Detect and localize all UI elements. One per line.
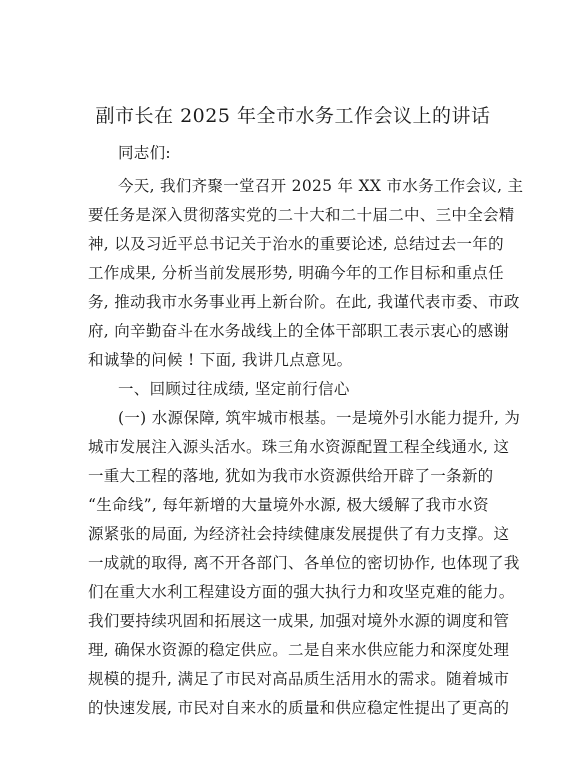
- paragraph-line: 的快速发展, 市民对自来水的质量和供应稳定性提出了更高的: [88, 699, 510, 717]
- paragraph-line: 和诚挚的问候 ! 下面, 我讲几点意见。: [88, 351, 353, 369]
- paragraph-line: 一重大工程的落地, 犹如为我市水资源供给开辟了一条新的: [88, 467, 494, 485]
- paragraph-line: 工作成果, 分析当前发展形势, 明确今年的工作目标和重点任: [88, 264, 504, 282]
- paragraph-line: 规模的提升, 满足了市民对高品质生活用水的需求。随着城市: [88, 670, 510, 688]
- paragraph-line: “生命线”, 每年新增的大量境外水源, 极大缓解了我市水资: [88, 496, 489, 514]
- section-heading: 一、回顾过往成绩, 坚定前行信心: [118, 380, 350, 398]
- paragraph-line: (一) 水源保障, 筑牢城市根基。一是境外引水能力提升, 为: [118, 409, 521, 427]
- salutation: 同志们:: [118, 144, 171, 162]
- paragraph-line: 源紧张的局面, 为经济社会持续健康发展提供了有力支撑。这: [88, 525, 510, 543]
- paragraph-line: 要任务是深入贯彻落实党的二十大和二十届二中、三中全会精: [88, 206, 515, 224]
- document-title: 副市长在 2025 年全市水务工作会议上的讲话: [95, 105, 491, 127]
- paragraph-line: 我们要持续巩固和拓展这一成果, 加强对境外水源的调度和管: [88, 612, 510, 630]
- paragraph-line: 理, 确保水资源的稳定供应。二是自来水供应能力和深度处理: [88, 641, 510, 659]
- paragraph-line: 一成就的取得, 离不开各部门、各单位的密切协作, 也体现了我: [88, 554, 520, 572]
- paragraph-line: 们在重大水利工程建设方面的强大执行力和攻坚克难的能力。: [88, 583, 515, 601]
- paragraph-line: 城市发展注入源头活水。珠三角水资源配置工程全线通水, 这: [88, 438, 510, 456]
- paragraph-line: 务, 推动我市水务事业再上新台阶。在此, 我谨代表市委、市政: [88, 293, 520, 311]
- paragraph-line: 府, 向辛勤奋斗在水务战线上的全体干部职工表示衷心的感谢: [88, 322, 510, 340]
- paragraph-line: 神, 以及习近平总书记关于治水的重要论述, 总结过去一年的: [88, 235, 504, 253]
- paragraph-line: 今天, 我们齐聚一堂召开 2025 年 XX 市水务工作会议, 主: [118, 177, 524, 195]
